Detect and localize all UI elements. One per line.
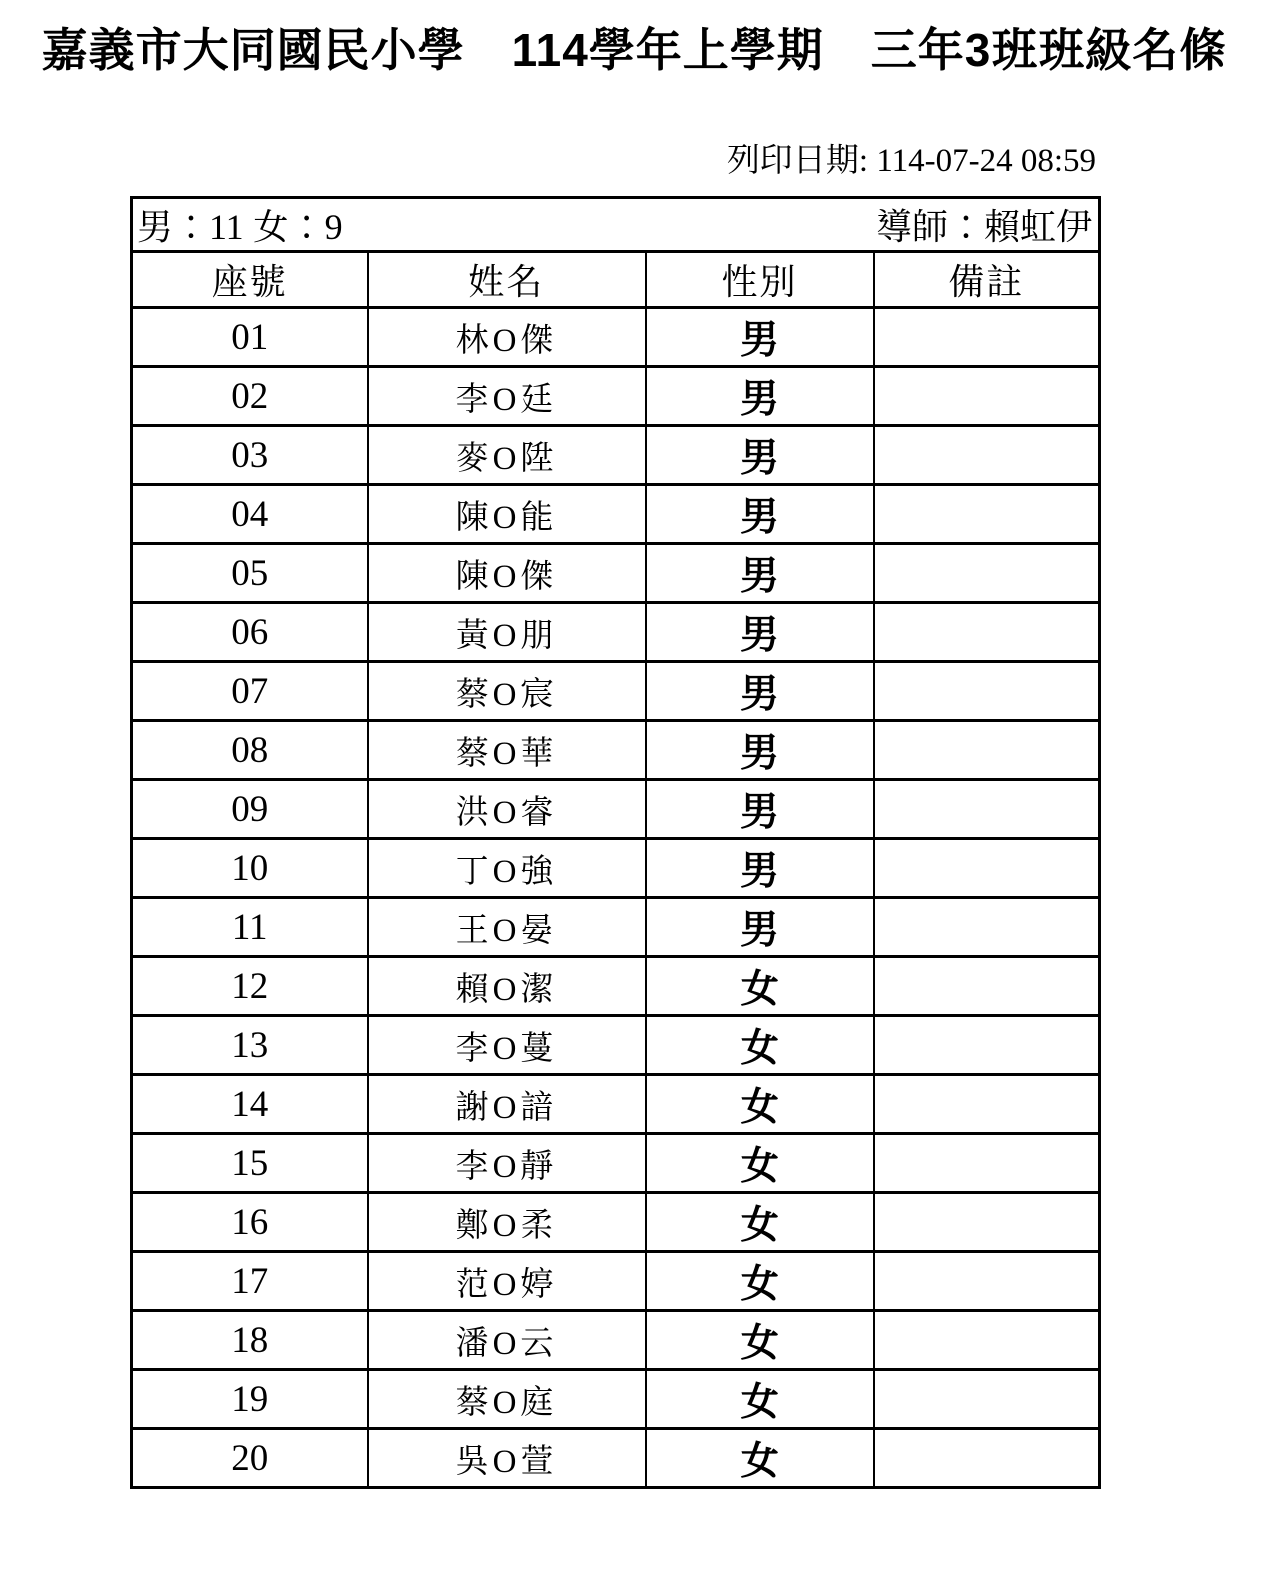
student-name-cell: 李O廷 xyxy=(368,367,646,426)
gender-cell: 女 xyxy=(646,1252,874,1311)
print-date: 列印日期: 114-07-24 08:59 xyxy=(726,143,1096,179)
remarks-cell xyxy=(874,308,1100,367)
student-name-cell: 吳O萱 xyxy=(368,1429,646,1488)
gender-cell: 女 xyxy=(646,1311,874,1370)
table-row xyxy=(132,1370,1100,1429)
student-name-cell: 潘O云 xyxy=(368,1311,646,1370)
seat-number-cell: 11 xyxy=(132,898,368,957)
gender-cell: 男 xyxy=(646,662,874,721)
gender-cell: 男 xyxy=(646,898,874,957)
seat-number-cell: 01 xyxy=(132,308,368,367)
seat-number-cell: 20 xyxy=(132,1429,368,1488)
remarks-cell xyxy=(874,839,1100,898)
remarks-cell xyxy=(874,1016,1100,1075)
remarks-cell xyxy=(874,1370,1100,1429)
remarks-cell xyxy=(874,1134,1100,1193)
table-row xyxy=(132,721,1100,780)
remarks-cell xyxy=(874,780,1100,839)
header-seat-number: 座號 xyxy=(132,252,368,308)
remarks-cell xyxy=(874,1193,1100,1252)
seat-number-cell: 15 xyxy=(132,1134,368,1193)
remarks-cell xyxy=(874,544,1100,603)
remarks-cell xyxy=(874,426,1100,485)
student-name-cell: 王O晏 xyxy=(368,898,646,957)
table-row xyxy=(132,1193,1100,1252)
student-name-cell: 李O靜 xyxy=(368,1134,646,1193)
seat-number-cell: 13 xyxy=(132,1016,368,1075)
table-row xyxy=(132,1075,1100,1134)
remarks-cell xyxy=(874,485,1100,544)
remarks-cell xyxy=(874,1429,1100,1488)
remarks-cell xyxy=(874,1252,1100,1311)
seat-number-cell: 18 xyxy=(132,1311,368,1370)
table-row xyxy=(132,957,1100,1016)
remarks-cell xyxy=(874,1311,1100,1370)
table-row xyxy=(132,780,1100,839)
seat-number-cell: 06 xyxy=(132,603,368,662)
table-row xyxy=(132,544,1100,603)
table-row xyxy=(132,367,1100,426)
gender-cell: 女 xyxy=(646,1370,874,1429)
seat-number-cell: 05 xyxy=(132,544,368,603)
gender-cell: 男 xyxy=(646,485,874,544)
table-row xyxy=(132,1429,1100,1488)
gender-cell: 男 xyxy=(646,603,874,662)
class-info-cell xyxy=(132,198,1100,252)
class-info-row xyxy=(132,198,1100,252)
roster-table-container xyxy=(130,196,1098,1489)
table-row xyxy=(132,426,1100,485)
student-name-cell: 丁O強 xyxy=(368,839,646,898)
gender-cell: 男 xyxy=(646,721,874,780)
gender-cell: 女 xyxy=(646,957,874,1016)
gender-cell: 女 xyxy=(646,1075,874,1134)
gender-summary: 男：11 女：9 xyxy=(137,207,343,247)
seat-number-cell: 09 xyxy=(132,780,368,839)
remarks-cell xyxy=(874,898,1100,957)
student-name-cell: 謝O諳 xyxy=(368,1075,646,1134)
gender-cell: 男 xyxy=(646,426,874,485)
table-row xyxy=(132,662,1100,721)
header-remarks: 備註 xyxy=(874,252,1100,308)
seat-number-cell: 02 xyxy=(132,367,368,426)
table-row xyxy=(132,898,1100,957)
gender-cell: 女 xyxy=(646,1193,874,1252)
student-name-cell: 陳O傑 xyxy=(368,544,646,603)
page-title: 嘉義市大同國民小學 114學年上學期 三年3班班級名條 xyxy=(41,24,1227,76)
table-row xyxy=(132,1311,1100,1370)
remarks-cell xyxy=(874,603,1100,662)
gender-cell: 男 xyxy=(646,367,874,426)
table-row xyxy=(132,1016,1100,1075)
student-name-cell: 蔡O宸 xyxy=(368,662,646,721)
table-row xyxy=(132,603,1100,662)
table-row xyxy=(132,485,1100,544)
seat-number-cell: 14 xyxy=(132,1075,368,1134)
table-row xyxy=(132,1252,1100,1311)
seat-number-cell: 19 xyxy=(132,1370,368,1429)
gender-cell: 男 xyxy=(646,544,874,603)
table-row xyxy=(132,839,1100,898)
student-name-cell: 賴O潔 xyxy=(368,957,646,1016)
gender-cell: 女 xyxy=(646,1429,874,1488)
remarks-cell xyxy=(874,721,1100,780)
student-name-cell: 麥O陞 xyxy=(368,426,646,485)
student-name-cell: 蔡O華 xyxy=(368,721,646,780)
seat-number-cell: 12 xyxy=(132,957,368,1016)
gender-cell: 女 xyxy=(646,1134,874,1193)
gender-cell: 女 xyxy=(646,1016,874,1075)
student-name-cell: 李O蔓 xyxy=(368,1016,646,1075)
student-name-cell: 范O婷 xyxy=(368,1252,646,1311)
student-name-cell: 黃O朋 xyxy=(368,603,646,662)
remarks-cell xyxy=(874,957,1100,1016)
header-student-name: 姓名 xyxy=(368,252,646,308)
student-name-cell: 蔡O庭 xyxy=(368,1370,646,1429)
seat-number-cell: 10 xyxy=(132,839,368,898)
seat-number-cell: 07 xyxy=(132,662,368,721)
table-header-row xyxy=(132,252,1100,308)
remarks-cell xyxy=(874,367,1100,426)
student-name-cell: 陳O能 xyxy=(368,485,646,544)
remarks-cell xyxy=(874,1075,1100,1134)
student-name-cell: 鄭O柔 xyxy=(368,1193,646,1252)
seat-number-cell: 04 xyxy=(132,485,368,544)
seat-number-cell: 17 xyxy=(132,1252,368,1311)
seat-number-cell: 03 xyxy=(132,426,368,485)
gender-cell: 男 xyxy=(646,308,874,367)
student-name-cell: 洪O睿 xyxy=(368,780,646,839)
student-name-cell: 林O傑 xyxy=(368,308,646,367)
table-row xyxy=(132,308,1100,367)
header-gender: 性別 xyxy=(646,252,874,308)
remarks-cell xyxy=(874,662,1100,721)
roster-table xyxy=(130,196,1101,1489)
gender-cell: 男 xyxy=(646,839,874,898)
teacher-name: 導師：賴虹伊 xyxy=(875,207,1092,247)
seat-number-cell: 16 xyxy=(132,1193,368,1252)
seat-number-cell: 08 xyxy=(132,721,368,780)
table-row xyxy=(132,1134,1100,1193)
gender-cell: 男 xyxy=(646,780,874,839)
